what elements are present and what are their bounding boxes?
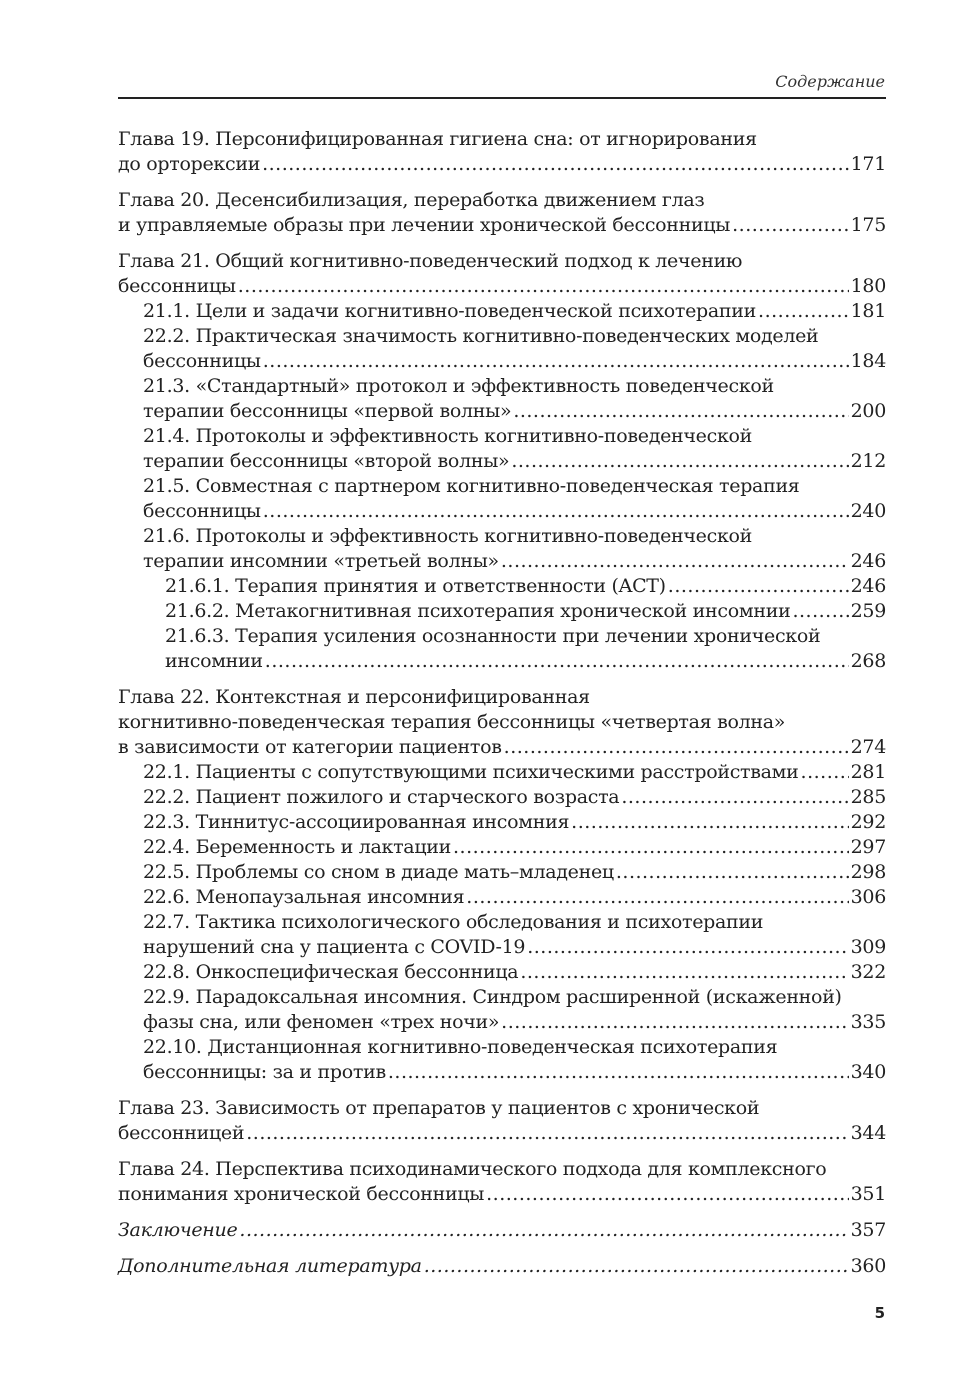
toc-entry-section[interactable] — [118, 424, 886, 474]
dot-leader — [238, 274, 849, 299]
toc-entry-leader-row — [143, 1010, 886, 1035]
toc-page-number: 180 — [850, 275, 886, 297]
toc-page-number: 292 — [850, 811, 886, 833]
toc-page-number: 360 — [850, 1255, 886, 1277]
toc-entry-leader-row — [118, 1254, 886, 1279]
toc-page-number: 298 — [850, 861, 886, 883]
toc-entry-leader-row — [143, 1060, 886, 1085]
dot-leader — [801, 760, 849, 785]
toc-page-number: 171 — [850, 153, 886, 175]
dot-leader — [616, 860, 849, 885]
toc-entry-title-line: 22.9. Парадоксальная инсомния. Синдром расширенной (искаженной) — [143, 986, 842, 1008]
toc-entry-title-line: 22.3. Тиннитус-ассоциированная инсомния — [143, 811, 570, 833]
toc-page-number: 335 — [850, 1011, 886, 1033]
toc-entry-title-line: Глава 23. Зависимость от препаратов у пациентов с хронической — [118, 1097, 760, 1119]
toc-entry-section[interactable] — [118, 324, 886, 374]
dot-leader — [668, 574, 849, 599]
toc-entry-title-line: до орторексии — [118, 153, 261, 175]
toc-page-number: 309 — [850, 936, 886, 958]
dot-leader — [732, 213, 848, 238]
toc-entry-chapter[interactable] — [118, 685, 886, 760]
toc-entry-section[interactable] — [118, 910, 886, 960]
header-rule — [118, 97, 886, 99]
toc-entry-section[interactable] — [118, 835, 886, 860]
toc-page-number: 240 — [850, 500, 886, 522]
toc-entry-title-line: Дополнительная литература — [118, 1255, 422, 1277]
dot-leader — [262, 152, 849, 177]
toc-entry-title-line: 21.5. Совместная с партнером когнитивно-поведенческая терапия — [143, 475, 800, 497]
toc-entry-leader-row — [143, 299, 886, 324]
toc-entry-chapter[interactable] — [118, 249, 886, 299]
dot-leader — [792, 599, 848, 624]
toc-entry-leader-row — [143, 860, 886, 885]
toc-entry-title-line: Глава 22. Контекстная и персонифицированная — [118, 686, 590, 708]
toc-entry-chapter[interactable] — [118, 127, 886, 177]
toc-page-number: 357 — [850, 1219, 886, 1241]
toc-entry-leader-row — [118, 1182, 886, 1207]
dot-leader — [501, 549, 849, 574]
toc-entry-title-line: Глава 19. Персонифицированная гигиена сна: от игнорирования — [118, 128, 757, 150]
toc-entry-title-line: 22.2. Пациент пожилого и старческого возраста — [143, 786, 620, 808]
page-number: 5 — [874, 1304, 885, 1322]
toc-entry-title-line: 22.7. Тактика психологического обследования и психотерапии — [143, 911, 764, 933]
toc-page-number: 306 — [850, 886, 886, 908]
toc-entry-italic[interactable] — [118, 1254, 886, 1279]
toc-entry-title-line: и управляемые образы при лечении хронической бессонницы — [118, 214, 731, 236]
toc-entry-title-line: 21.6.2. Метакогнитивная психотерапия хронической инсомнии — [165, 600, 791, 622]
toc-entry-leader-row — [143, 810, 886, 835]
toc-page-number: 175 — [850, 214, 886, 236]
toc-entry-title-line: когнитивно-поведенческая терапия бессонницы «четвертая волна» — [118, 711, 786, 733]
toc-entry-title-line: 21.3. «Стандартный» протокол и эффективность поведенческой — [143, 375, 774, 397]
toc-page-number: 246 — [850, 550, 886, 572]
toc-entry-leader-row — [165, 599, 886, 624]
toc-entry-title-line: бессонницы: за и против — [143, 1061, 386, 1083]
toc-entry-chapter[interactable] — [118, 188, 886, 238]
table-of-contents — [118, 127, 886, 1279]
toc-page-number: 274 — [850, 736, 886, 758]
toc-entry-subsection[interactable] — [118, 599, 886, 624]
toc-entry-leader-row — [118, 735, 886, 760]
toc-entry-title-line: 22.6. Менопаузальная инсомния — [143, 886, 465, 908]
toc-entry-leader-row — [143, 935, 886, 960]
toc-entry-title-line: 21.6.1. Терапия принятия и ответственности (ACT) — [165, 575, 666, 597]
toc-entry-title-line: нарушений сна у пациента с COVID-19 — [143, 936, 526, 958]
toc-entry-section[interactable] — [118, 374, 886, 424]
toc-page-number: 259 — [850, 600, 886, 622]
toc-entry-title-line: 22.10. Дистанционная когнитивно-поведенческая психотерапия — [143, 1036, 778, 1058]
dot-leader — [758, 299, 849, 324]
toc-entry-title-line: 22.1. Пациенты с сопутствующими психическими расстройствами — [143, 761, 799, 783]
toc-page-number: 285 — [850, 786, 886, 808]
toc-entry-section[interactable] — [118, 885, 886, 910]
toc-entry-leader-row — [118, 274, 886, 299]
toc-entry-section[interactable] — [118, 1035, 886, 1085]
toc-page-number: 212 — [850, 450, 886, 472]
dot-leader — [571, 810, 848, 835]
toc-entry-title-line: бессонницы — [143, 500, 261, 522]
toc-entry-section[interactable] — [118, 299, 886, 324]
dot-leader — [520, 960, 848, 985]
toc-entry-title-line: Заключение — [118, 1219, 238, 1241]
dot-leader — [486, 1182, 848, 1207]
toc-entry-leader-row — [143, 885, 886, 910]
toc-entry-section[interactable] — [118, 860, 886, 885]
toc-entry-leader-row — [118, 152, 886, 177]
toc-entry-leader-row — [143, 349, 886, 374]
toc-entry-section[interactable] — [118, 985, 886, 1035]
dot-leader — [504, 735, 849, 760]
toc-entry-leader-row — [143, 399, 886, 424]
toc-entry-chapter[interactable] — [118, 1157, 886, 1207]
dot-leader — [388, 1060, 849, 1085]
toc-entry-leader-row — [143, 449, 886, 474]
toc-entry-section[interactable] — [118, 810, 886, 835]
toc-entry-section[interactable] — [118, 960, 886, 985]
toc-entry-section[interactable] — [118, 474, 886, 524]
dot-leader — [513, 399, 848, 424]
toc-page-number: 340 — [850, 1061, 886, 1083]
toc-entry-title-line: 22.5. Проблемы со сном в диаде мать–младенец — [143, 861, 614, 883]
toc-entry-title-line: 22.2. Практическая значимость когнитивно-поведенческих моделей — [143, 325, 819, 347]
toc-entry-title-line: 22.8. Онкоспецифическая бессонница — [143, 961, 519, 983]
toc-entry-title-line: Глава 24. Перспектива психодинамического подхода для комплексного — [118, 1158, 827, 1180]
toc-entry-section[interactable] — [118, 760, 886, 785]
toc-page-number: 351 — [850, 1183, 886, 1205]
toc-page-number: 344 — [850, 1122, 886, 1144]
toc-entry-title-line: 21.1. Цели и задачи когнитивно-поведенческой психотерапии — [143, 300, 757, 322]
dot-leader — [265, 649, 849, 674]
toc-entry-title-line: терапии бессонницы «второй волны» — [143, 450, 510, 472]
dot-leader — [527, 935, 848, 960]
toc-page-number: 281 — [850, 761, 886, 783]
toc-entry-section[interactable] — [118, 785, 886, 810]
toc-entry-leader-row — [143, 549, 886, 574]
dot-leader — [511, 449, 848, 474]
dot-leader — [246, 1121, 848, 1146]
dot-leader — [239, 1218, 848, 1243]
toc-page-number: 268 — [850, 650, 886, 672]
toc-page-number: 322 — [850, 961, 886, 983]
toc-entry-leader-row — [143, 760, 886, 785]
toc-entry-italic[interactable] — [118, 1218, 886, 1243]
toc-entry-leader-row — [143, 960, 886, 985]
toc-entry-title-line: Глава 20. Десенсибилизация, переработка движением глаз — [118, 189, 705, 211]
toc-entry-title-line: бессонницы — [118, 275, 236, 297]
toc-entry-title-line: терапии инсомнии «третьей волны» — [143, 550, 499, 572]
toc-entry-leader-row — [165, 649, 886, 674]
toc-entry-title-line: 21.4. Протоколы и эффективность когнитивно-поведенческой — [143, 425, 753, 447]
toc-page-number: 297 — [850, 836, 886, 858]
toc-entry-title-line: терапии бессонницы «первой волны» — [143, 400, 512, 422]
toc-page-number: 200 — [850, 400, 886, 422]
toc-entry-title-line: 21.6.3. Терапия усиления осознанности при лечении хронической — [165, 625, 821, 647]
toc-entry-title-line: бессонницей — [118, 1122, 245, 1144]
toc-entry-leader-row — [118, 213, 886, 238]
dot-leader — [621, 785, 848, 810]
dot-leader — [263, 499, 849, 524]
toc-entry-leader-row — [143, 785, 886, 810]
toc-entry-title-line: 21.6. Протоколы и эффективность когнитивно-поведенческой — [143, 525, 753, 547]
toc-entry-section[interactable] — [118, 524, 886, 574]
toc-entry-title-line: в зависимости от категории пациентов — [118, 736, 502, 758]
dot-leader — [501, 1010, 848, 1035]
toc-entry-title-line: фазы сна, или феномен «трех ночи» — [143, 1011, 500, 1033]
toc-entry-title-line: понимания хронической бессонницы — [118, 1183, 485, 1205]
toc-entry-leader-row — [143, 835, 886, 860]
toc-entry-leader-row — [118, 1121, 886, 1146]
dot-leader — [424, 1254, 849, 1279]
toc-entry-title-line: Глава 21. Общий когнитивно-поведенческий подход к лечению — [118, 250, 743, 272]
dot-leader — [466, 885, 848, 910]
toc-entry-title-line: бессонницы — [143, 350, 261, 372]
toc-page-number: 246 — [850, 575, 886, 597]
toc-entry-subsection[interactable] — [118, 624, 886, 674]
toc-entry-title-line: 22.4. Беременность и лактации — [143, 836, 451, 858]
toc-entry-title-line: инсомнии — [165, 650, 263, 672]
toc-entry-leader-row — [165, 574, 886, 599]
dot-leader — [263, 349, 849, 374]
toc-entry-chapter[interactable] — [118, 1096, 886, 1146]
toc-entry-subsection[interactable] — [118, 574, 886, 599]
running-head: Содержание — [775, 72, 885, 91]
toc-entry-leader-row — [118, 1218, 886, 1243]
toc-page-number: 184 — [850, 350, 886, 372]
toc-entry-leader-row — [143, 499, 886, 524]
dot-leader — [453, 835, 849, 860]
toc-page-number: 181 — [850, 300, 886, 322]
